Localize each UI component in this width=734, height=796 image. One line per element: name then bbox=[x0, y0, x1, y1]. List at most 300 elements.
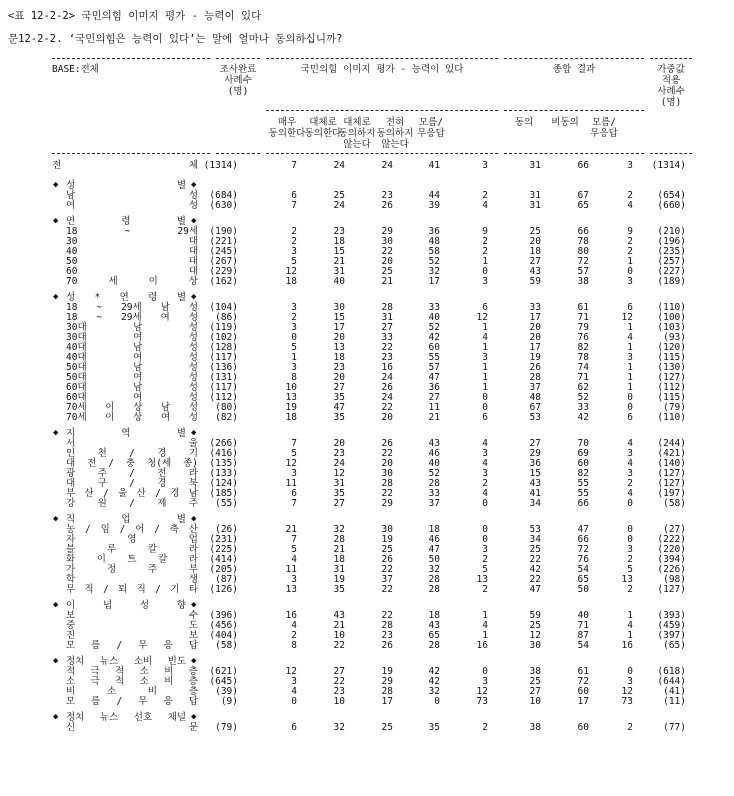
value-cell: 33 bbox=[428, 488, 440, 499]
value-cell: 23 bbox=[381, 190, 393, 201]
value-cell: 3 bbox=[482, 676, 488, 687]
sample-size-cell: (133) bbox=[209, 468, 238, 479]
value-cell: 38 bbox=[529, 666, 541, 677]
value-cell: 3 bbox=[291, 322, 297, 333]
row-label: 70세 이 상 여 성 bbox=[66, 412, 198, 423]
weighted-size-cell: (110) bbox=[657, 302, 686, 313]
value-cell: 17 bbox=[577, 696, 589, 707]
value-cell: 0 bbox=[482, 266, 488, 277]
value-cell: 10 bbox=[333, 696, 345, 707]
weighted-size-cell: (110) bbox=[657, 412, 686, 423]
value-cell: 25 bbox=[529, 544, 541, 555]
value-cell: 4 bbox=[482, 438, 488, 449]
sample-size-cell: (117) bbox=[209, 352, 238, 363]
value-cell: 11 bbox=[428, 402, 440, 413]
value-cell: 27 bbox=[333, 666, 345, 677]
value-cell: 28 bbox=[428, 640, 440, 651]
value-cell: 43 bbox=[428, 620, 440, 631]
value-cell: 0 bbox=[291, 332, 297, 343]
value-cell: 28 bbox=[381, 686, 393, 697]
value-cell: 36 bbox=[428, 226, 440, 237]
value-cell: 27 bbox=[529, 686, 541, 697]
value-cell: 25 bbox=[529, 226, 541, 237]
value-cell: 48 bbox=[529, 392, 541, 403]
sample-size-cell: (131) bbox=[209, 372, 238, 383]
sample-size-cell: (1314) bbox=[203, 160, 238, 171]
column-header: 매우 동의한다 bbox=[268, 117, 306, 139]
value-cell: 66 bbox=[577, 226, 589, 237]
value-cell: 62 bbox=[577, 382, 589, 393]
row-label: 30 대 bbox=[66, 236, 198, 247]
value-cell: 15 bbox=[333, 312, 345, 323]
value-cell: 3 bbox=[291, 574, 297, 585]
sample-size-cell: (87) bbox=[215, 574, 238, 585]
section-diamond-icon: ◆ bbox=[53, 600, 59, 610]
value-cell: 46 bbox=[428, 448, 440, 459]
value-cell: 74 bbox=[577, 362, 589, 373]
value-cell: 6 bbox=[482, 412, 488, 423]
row-label: 30대 여 성 bbox=[66, 332, 198, 343]
value-cell: 5 bbox=[291, 448, 297, 459]
value-cell: 4 bbox=[627, 332, 633, 343]
value-cell: 7 bbox=[291, 200, 297, 211]
value-cell: 11 bbox=[285, 564, 297, 575]
row-label: 강 원 / 제 주 bbox=[66, 498, 198, 509]
weighted-size-cell: (127) bbox=[657, 468, 686, 479]
value-cell: 0 bbox=[434, 696, 440, 707]
value-cell: 12 bbox=[333, 468, 345, 479]
value-cell: 28 bbox=[381, 302, 393, 313]
value-cell: 1 bbox=[291, 352, 297, 363]
value-cell: 18 bbox=[333, 352, 345, 363]
value-cell: 18 bbox=[529, 246, 541, 257]
sample-size-cell: (190) bbox=[209, 226, 238, 237]
weighted-size-cell: (220) bbox=[657, 544, 686, 555]
value-cell: 1 bbox=[482, 322, 488, 333]
value-cell: 0 bbox=[482, 402, 488, 413]
sample-size-cell: (135) bbox=[209, 458, 238, 469]
value-cell: 2 bbox=[627, 236, 633, 247]
row-label: 50대 여 성 bbox=[66, 372, 198, 383]
value-cell: 53 bbox=[529, 412, 541, 423]
weighted-size-cell: (11) bbox=[663, 696, 686, 707]
value-cell: 16 bbox=[381, 362, 393, 373]
value-cell: 39 bbox=[428, 200, 440, 211]
value-cell: 0 bbox=[627, 498, 633, 509]
value-cell: 28 bbox=[428, 574, 440, 585]
section-diamond-icon: ◆ bbox=[53, 428, 59, 438]
section-diamond-icon: ◆ bbox=[191, 428, 197, 438]
value-cell: 38 bbox=[577, 276, 589, 287]
section-diamond-icon: ◆ bbox=[53, 514, 59, 524]
table-row bbox=[0, 276, 734, 287]
value-cell: 76 bbox=[577, 332, 589, 343]
value-cell: 29 bbox=[381, 676, 393, 687]
value-cell: 3 bbox=[291, 468, 297, 479]
value-cell: 13 bbox=[285, 584, 297, 595]
value-cell: 43 bbox=[529, 478, 541, 489]
value-cell: 35 bbox=[333, 584, 345, 595]
value-cell: 22 bbox=[381, 584, 393, 595]
weighted-size-cell: (660) bbox=[657, 200, 686, 211]
row-label: 화 이 트 칼 라 bbox=[66, 554, 198, 565]
value-cell: 23 bbox=[381, 352, 393, 363]
value-cell: 20 bbox=[381, 412, 393, 423]
value-cell: 61 bbox=[577, 302, 589, 313]
value-cell: 24 bbox=[381, 372, 393, 383]
weighted-size-cell: (41) bbox=[663, 686, 686, 697]
value-cell: 23 bbox=[333, 448, 345, 459]
row-label: 40대 여 성 bbox=[66, 352, 198, 363]
sample-size-cell: (58) bbox=[215, 640, 238, 651]
table-row bbox=[0, 696, 734, 707]
value-cell: 33 bbox=[529, 302, 541, 313]
value-cell: 3 bbox=[482, 276, 488, 287]
sample-size-cell: (119) bbox=[209, 322, 238, 333]
row-label: 18 ~ 29세 bbox=[66, 226, 198, 237]
value-cell: 26 bbox=[529, 362, 541, 373]
value-cell: 50 bbox=[428, 554, 440, 565]
value-cell: 0 bbox=[482, 534, 488, 545]
value-cell: 6 bbox=[627, 412, 633, 423]
value-cell: 1 bbox=[482, 256, 488, 267]
value-cell: 82 bbox=[577, 342, 589, 353]
value-cell: 65 bbox=[577, 574, 589, 585]
value-cell: 10 bbox=[333, 630, 345, 641]
value-cell: 71 bbox=[577, 372, 589, 383]
value-cell: 13 bbox=[621, 574, 633, 585]
value-cell: 31 bbox=[381, 312, 393, 323]
value-cell: 31 bbox=[529, 200, 541, 211]
sample-size-cell: (9) bbox=[220, 696, 238, 707]
value-cell: 44 bbox=[428, 190, 440, 201]
header-rule-top bbox=[216, 58, 260, 59]
value-cell: 2 bbox=[482, 584, 488, 595]
column-header: 모름/ 무응답 bbox=[417, 117, 445, 139]
value-cell: 28 bbox=[428, 478, 440, 489]
row-label: 30대 남 성 bbox=[66, 322, 198, 333]
value-cell: 32 bbox=[333, 722, 345, 733]
value-cell: 5 bbox=[291, 256, 297, 267]
value-cell: 2 bbox=[482, 554, 488, 565]
value-cell: 20 bbox=[333, 438, 345, 449]
value-cell: 3 bbox=[627, 276, 633, 287]
row-label: 진 보 bbox=[66, 630, 198, 641]
weighted-size-cell: (115) bbox=[657, 352, 686, 363]
value-cell: 4 bbox=[482, 488, 488, 499]
value-cell: 54 bbox=[577, 564, 589, 575]
value-cell: 0 bbox=[482, 392, 488, 403]
value-cell: 38 bbox=[529, 722, 541, 733]
row-label: 60대 여 성 bbox=[66, 392, 198, 403]
value-cell: 54 bbox=[577, 640, 589, 651]
row-label: 60 대 bbox=[66, 266, 198, 277]
value-cell: 1 bbox=[482, 342, 488, 353]
value-cell: 24 bbox=[381, 392, 393, 403]
value-cell: 0 bbox=[627, 534, 633, 545]
row-label: 학 생 bbox=[66, 574, 198, 585]
sample-size-cell: (221) bbox=[209, 236, 238, 247]
value-cell: 23 bbox=[381, 630, 393, 641]
value-cell: 22 bbox=[381, 564, 393, 575]
table-row bbox=[0, 640, 734, 651]
row-label: 소 극 적 소 비 층 bbox=[66, 676, 198, 687]
value-cell: 65 bbox=[577, 200, 589, 211]
value-cell: 47 bbox=[577, 524, 589, 535]
row-label: 모 름 / 무 응 답 bbox=[66, 640, 198, 651]
value-cell: 22 bbox=[381, 342, 393, 353]
section-diamond-icon: ◆ bbox=[191, 216, 197, 226]
sample-size-cell: (231) bbox=[209, 534, 238, 545]
weighted-size-cell: (210) bbox=[657, 226, 686, 237]
value-cell: 24 bbox=[333, 458, 345, 469]
value-cell: 24 bbox=[381, 160, 393, 171]
value-cell: 22 bbox=[381, 488, 393, 499]
row-label: 70세 이 상 남 성 bbox=[66, 402, 198, 413]
value-cell: 78 bbox=[577, 236, 589, 247]
row-label: 적 극 적 소 비 층 bbox=[66, 666, 198, 677]
value-cell: 43 bbox=[333, 610, 345, 621]
value-cell: 1 bbox=[627, 322, 633, 333]
row-label: 비 소 비 층 bbox=[66, 686, 198, 697]
value-cell: 25 bbox=[381, 544, 393, 555]
sample-size-cell: (684) bbox=[209, 190, 238, 201]
header-rule-bottom bbox=[650, 153, 692, 154]
value-cell: 0 bbox=[627, 666, 633, 677]
weighted-size-cell: (27) bbox=[663, 524, 686, 535]
weighted-size-cell: (93) bbox=[663, 332, 686, 343]
row-label: 성 * 연 령 별 bbox=[66, 292, 186, 303]
row-label: 18 ~ 29세 여 성 bbox=[66, 312, 198, 323]
value-cell: 27 bbox=[333, 382, 345, 393]
value-cell: 3 bbox=[291, 246, 297, 257]
value-cell: 20 bbox=[529, 236, 541, 247]
value-cell: 3 bbox=[627, 448, 633, 459]
row-label: 자 영 업 bbox=[66, 534, 198, 545]
value-cell: 4 bbox=[291, 620, 297, 631]
row-label: 가 정 주 부 bbox=[66, 564, 198, 575]
column-header: 전혀 동의하지 않는다 bbox=[376, 117, 414, 150]
value-cell: 4 bbox=[627, 458, 633, 469]
survey-question: 문12-2-2. ‘국민의힘은 능력이 있다’는 말에 얼마나 동의하십니까? bbox=[8, 33, 343, 45]
row-label: 50 대 bbox=[66, 256, 198, 267]
sample-size-cell: (225) bbox=[209, 544, 238, 555]
value-cell: 7 bbox=[291, 438, 297, 449]
value-cell: 3 bbox=[291, 302, 297, 313]
sample-size-cell: (79) bbox=[215, 722, 238, 733]
table-row bbox=[0, 498, 734, 509]
weighted-size-cell: (189) bbox=[657, 276, 686, 287]
value-cell: 18 bbox=[428, 610, 440, 621]
value-cell: 66 bbox=[577, 160, 589, 171]
sample-size-cell: (112) bbox=[209, 392, 238, 403]
value-cell: 26 bbox=[381, 438, 393, 449]
value-cell: 26 bbox=[381, 200, 393, 211]
row-label: 18 ~ 29세 남 성 bbox=[66, 302, 198, 313]
value-cell: 2 bbox=[627, 246, 633, 257]
value-cell: 0 bbox=[627, 266, 633, 277]
row-label: 대 구 / 경 북 bbox=[66, 478, 198, 489]
weighted-size-cell: (397) bbox=[657, 630, 686, 641]
sample-size-cell: (124) bbox=[209, 478, 238, 489]
value-cell: 65 bbox=[428, 630, 440, 641]
row-label: 서 울 bbox=[66, 438, 198, 449]
row-label: 60대 남 성 bbox=[66, 382, 198, 393]
value-cell: 19 bbox=[529, 352, 541, 363]
value-cell: 40 bbox=[333, 276, 345, 287]
value-cell: 2 bbox=[291, 226, 297, 237]
section-diamond-icon: ◆ bbox=[191, 712, 197, 722]
value-cell: 3 bbox=[482, 352, 488, 363]
value-cell: 5 bbox=[482, 564, 488, 575]
weighted-size-cell: (127) bbox=[657, 584, 686, 595]
value-cell: 1 bbox=[627, 610, 633, 621]
value-cell: 57 bbox=[577, 266, 589, 277]
sample-size-cell: (82) bbox=[215, 412, 238, 423]
value-cell: 4 bbox=[291, 554, 297, 565]
value-cell: 4 bbox=[627, 438, 633, 449]
row-label: 연 령 별 bbox=[66, 216, 186, 227]
sample-size-cell: (128) bbox=[209, 342, 238, 353]
summary-group-header: 종합 결과 bbox=[552, 64, 596, 75]
value-cell: 7 bbox=[291, 498, 297, 509]
value-cell: 31 bbox=[529, 160, 541, 171]
value-cell: 41 bbox=[529, 488, 541, 499]
row-label: 블 루 칼 라 bbox=[66, 544, 198, 555]
section-diamond-icon: ◆ bbox=[191, 514, 197, 524]
row-label: 모 름 / 무 응 답 bbox=[66, 696, 198, 707]
value-cell: 47 bbox=[333, 402, 345, 413]
value-cell: 15 bbox=[333, 246, 345, 257]
weighted-size-cell: (112) bbox=[657, 382, 686, 393]
value-cell: 20 bbox=[381, 458, 393, 469]
value-cell: 17 bbox=[428, 276, 440, 287]
value-cell: 11 bbox=[285, 478, 297, 489]
value-cell: 1 bbox=[627, 362, 633, 373]
section-diamond-icon: ◆ bbox=[191, 656, 197, 666]
value-cell: 82 bbox=[577, 468, 589, 479]
value-cell: 12 bbox=[285, 666, 297, 677]
value-cell: 3 bbox=[627, 352, 633, 363]
value-cell: 24 bbox=[333, 160, 345, 171]
value-cell: 3 bbox=[482, 468, 488, 479]
sample-size-header: 조사완료 사례수 (명) bbox=[219, 64, 257, 97]
value-cell: 32 bbox=[428, 686, 440, 697]
header-rule-top bbox=[504, 58, 644, 59]
sample-size-cell: (396) bbox=[209, 610, 238, 621]
weighted-size-cell: (1314) bbox=[651, 160, 686, 171]
column-header: 비동의 bbox=[551, 117, 579, 128]
section-diamond-icon: ◆ bbox=[53, 292, 59, 302]
value-cell: 33 bbox=[428, 302, 440, 313]
row-label: 농 / 임 / 어 / 축 산 bbox=[66, 524, 198, 535]
value-cell: 32 bbox=[428, 266, 440, 277]
value-cell: 22 bbox=[333, 676, 345, 687]
value-cell: 33 bbox=[381, 332, 393, 343]
value-cell: 19 bbox=[381, 666, 393, 677]
value-cell: 7 bbox=[291, 160, 297, 171]
subheader-rule bbox=[504, 110, 644, 111]
value-cell: 2 bbox=[627, 478, 633, 489]
row-label: 정치 뉴스 소비 빈도 bbox=[66, 656, 186, 667]
value-cell: 34 bbox=[529, 498, 541, 509]
section-diamond-icon: ◆ bbox=[191, 180, 197, 190]
weighted-size-cell: (393) bbox=[657, 610, 686, 621]
value-cell: 36 bbox=[529, 458, 541, 469]
sample-size-cell: (185) bbox=[209, 488, 238, 499]
value-cell: 59 bbox=[529, 276, 541, 287]
row-label: 무 직 / 퇴 직 / 기 타 bbox=[66, 584, 198, 595]
value-cell: 72 bbox=[577, 544, 589, 555]
value-cell: 4 bbox=[627, 488, 633, 499]
value-cell: 6 bbox=[291, 488, 297, 499]
value-cell: 20 bbox=[333, 332, 345, 343]
section-diamond-icon: ◆ bbox=[191, 600, 197, 610]
header-rule-bottom bbox=[504, 153, 644, 154]
value-cell: 66 bbox=[577, 498, 589, 509]
sample-size-cell: (26) bbox=[215, 524, 238, 535]
value-cell: 2 bbox=[627, 722, 633, 733]
value-cell: 3 bbox=[627, 468, 633, 479]
value-cell: 29 bbox=[381, 226, 393, 237]
value-cell: 43 bbox=[428, 438, 440, 449]
value-cell: 3 bbox=[627, 160, 633, 171]
value-cell: 3 bbox=[291, 676, 297, 687]
value-cell: 29 bbox=[381, 498, 393, 509]
header-rule-top bbox=[650, 58, 692, 59]
weighted-size-cell: (197) bbox=[657, 488, 686, 499]
value-cell: 21 bbox=[333, 256, 345, 267]
value-cell: 24 bbox=[333, 200, 345, 211]
value-cell: 43 bbox=[529, 266, 541, 277]
weighted-size-cell: (58) bbox=[663, 498, 686, 509]
row-label: 광 주 / 전 라 bbox=[66, 468, 198, 479]
weighted-size-cell: (222) bbox=[657, 534, 686, 545]
value-cell: 87 bbox=[577, 630, 589, 641]
value-cell: 6 bbox=[291, 190, 297, 201]
value-cell: 1 bbox=[627, 256, 633, 267]
value-cell: 73 bbox=[476, 696, 488, 707]
sample-size-cell: (266) bbox=[209, 438, 238, 449]
value-cell: 10 bbox=[529, 696, 541, 707]
value-cell: 42 bbox=[529, 564, 541, 575]
value-cell: 2 bbox=[291, 630, 297, 641]
value-cell: 52 bbox=[577, 392, 589, 403]
weighted-size-cell: (127) bbox=[657, 478, 686, 489]
value-cell: 47 bbox=[529, 584, 541, 595]
value-cell: 67 bbox=[529, 402, 541, 413]
weighted-size-cell: (644) bbox=[657, 676, 686, 687]
column-header: 동의 bbox=[514, 117, 534, 128]
value-cell: 1 bbox=[482, 372, 488, 383]
value-cell: 46 bbox=[428, 534, 440, 545]
value-cell: 13 bbox=[333, 342, 345, 353]
value-cell: 28 bbox=[333, 534, 345, 545]
value-cell: 47 bbox=[428, 372, 440, 383]
value-cell: 1 bbox=[482, 382, 488, 393]
value-cell: 25 bbox=[529, 676, 541, 687]
value-cell: 18 bbox=[333, 236, 345, 247]
value-cell: 42 bbox=[428, 676, 440, 687]
row-label: 남 성 bbox=[66, 190, 198, 201]
value-cell: 50 bbox=[577, 584, 589, 595]
value-cell: 58 bbox=[428, 246, 440, 257]
value-cell: 19 bbox=[381, 534, 393, 545]
sample-size-cell: (416) bbox=[209, 448, 238, 459]
value-cell: 1 bbox=[482, 610, 488, 621]
value-cell: 36 bbox=[428, 382, 440, 393]
value-cell: 16 bbox=[621, 640, 633, 651]
